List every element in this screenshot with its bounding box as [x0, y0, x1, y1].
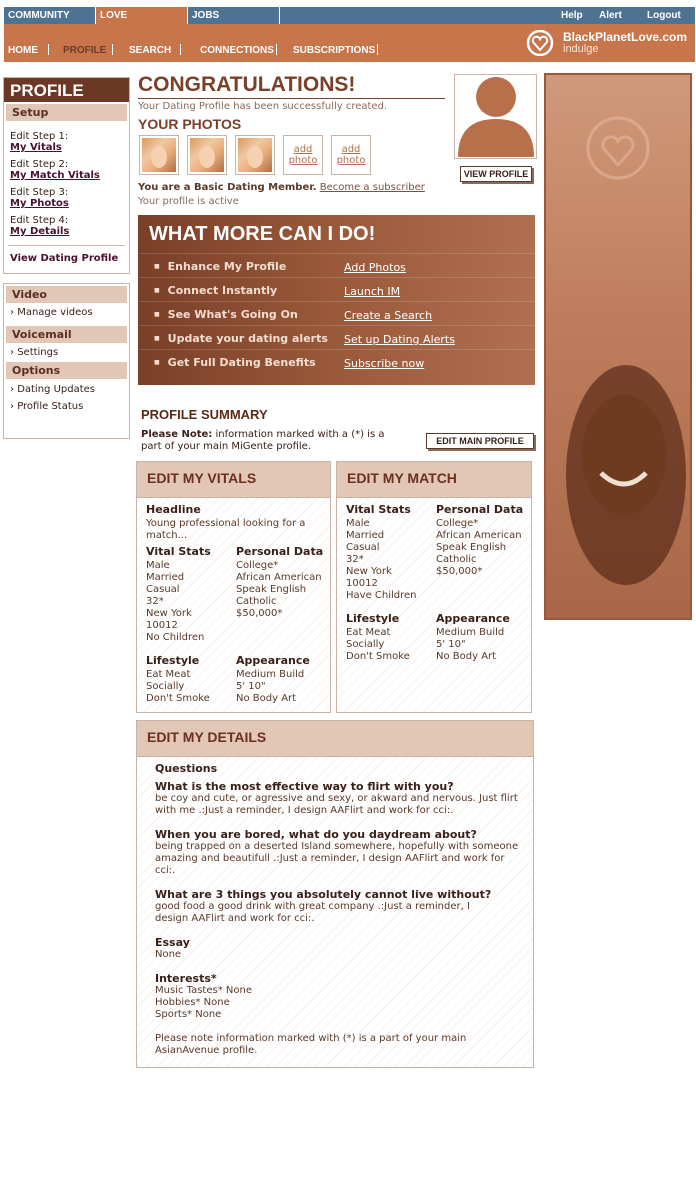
nav-profile[interactable]: PROFILE	[63, 45, 107, 56]
interest-item: Hobbies* None	[155, 997, 230, 1008]
question-text: What is the most effective way to flirt with you?	[155, 780, 454, 793]
questions-label	[155, 763, 217, 775]
profile-status-label[interactable]: Profile Status	[17, 401, 84, 412]
sidebar-divider	[8, 245, 125, 264]
what-more-heading: WHAT MORE CAN I DO!	[149, 223, 376, 245]
vital-stat: New York	[346, 566, 392, 577]
step-label: Edit Step 1:	[10, 131, 69, 142]
help-link[interactable]: Help	[561, 10, 583, 21]
face-photo	[190, 138, 224, 172]
launch-im-link[interactable]: Launch IM	[344, 285, 401, 298]
set-up-alerts-link[interactable]: Set up Dating Alerts	[344, 333, 455, 346]
appearance-item: 5' 10"	[436, 639, 466, 650]
page-title: CONGRATULATIONS!	[138, 73, 356, 96]
summary-note	[141, 429, 401, 453]
qa-item	[155, 889, 495, 925]
essay-value: None	[155, 949, 182, 960]
vital-stats-block	[146, 546, 211, 644]
personal-item: College*	[236, 560, 279, 571]
tab-community[interactable]: COMMUNITY	[4, 7, 96, 24]
nav-search[interactable]: SEARCH	[129, 45, 172, 56]
nav-divider	[112, 44, 113, 55]
vital-stat: Have Children	[346, 590, 417, 601]
edit-vitals-heading[interactable]: EDIT MY VITALS	[137, 462, 330, 498]
become-subscriber-link[interactable]: Become a subscriber	[319, 182, 425, 193]
vitals-panel	[136, 461, 331, 713]
match-lifestyle-block	[346, 613, 410, 663]
nav-subscriptions[interactable]: SUBSCRIPTIONS	[293, 45, 376, 56]
nav-divider	[48, 44, 49, 55]
sidebar-item-settings[interactable]: › Settings	[10, 347, 59, 358]
avatar[interactable]	[454, 74, 537, 159]
sidebar-setup-heading: Setup	[6, 104, 127, 121]
photo-thumbnail[interactable]	[139, 135, 179, 175]
step-label: Edit Step 4:	[10, 215, 69, 226]
answer-text: good food a good drink with great company .:Just a reminder, I design AAFlirt and work for cci:.	[155, 901, 470, 924]
edit-match-heading[interactable]: EDIT MY MATCH	[337, 462, 531, 498]
appearance-item: No Body Art	[236, 693, 297, 704]
lifestyle-label: Lifestyle	[146, 654, 200, 667]
action-row	[138, 349, 535, 373]
personal-item: Catholic	[436, 554, 477, 565]
interest-item: Sports* None	[155, 1009, 222, 1020]
media-sidebar	[3, 283, 130, 439]
edit-main-profile-button[interactable]: EDIT MAIN PROFILE	[426, 433, 534, 449]
sidebar-voicemail-heading: Voicemail	[6, 326, 127, 343]
match-panel	[336, 461, 532, 713]
qa-item	[155, 829, 525, 877]
photo-thumbnail[interactable]	[235, 135, 275, 175]
vital-stat: Casual	[146, 584, 180, 595]
profile-summary-heading: PROFILE SUMMARY	[141, 407, 268, 422]
interests-label: Interests*	[155, 972, 217, 985]
face-photo	[238, 138, 272, 172]
lifestyle-item: Eat Meat	[146, 669, 191, 680]
sidebar-step-4	[4, 215, 129, 237]
add-photo-link[interactable]: add photo	[336, 144, 366, 166]
step-label: Edit Step 2:	[10, 159, 69, 170]
match-appearance-block	[436, 613, 510, 663]
manage-videos-label[interactable]: Manage videos	[17, 307, 93, 318]
sidebar-item-profile-status[interactable]: › Profile Status	[10, 401, 84, 412]
link-my-vitals[interactable]: My Vitals	[10, 142, 62, 153]
link-my-photos[interactable]: My Photos	[10, 198, 69, 209]
match-vital-stats-block	[346, 504, 417, 602]
qa-item	[155, 781, 525, 817]
interests-block	[155, 973, 252, 1021]
details-footer-note: Please note information marked with (*) is a part of your main AsianAvenue profile.	[155, 1033, 467, 1056]
vital-stat: Male	[146, 560, 170, 571]
settings-label[interactable]: Settings	[17, 347, 59, 358]
membership-line	[138, 182, 425, 193]
lifestyle-item: Don't Smoke	[146, 693, 210, 704]
vital-stat: Married	[146, 572, 185, 583]
appearance-label: Appearance	[436, 612, 510, 625]
lifestyle-label: Lifestyle	[346, 612, 400, 625]
lifestyle-item: Eat Meat	[346, 627, 391, 638]
personal-data-label: Personal Data	[436, 503, 524, 516]
personal-item: Speak English	[236, 584, 307, 595]
sidebar-item-manage-videos[interactable]: › Manage videos	[10, 307, 93, 318]
action-row	[138, 277, 535, 301]
success-message: Your Dating Profile has been successfully created.	[138, 101, 388, 112]
details-panel	[136, 720, 534, 1068]
add-photos-link[interactable]: Add Photos	[344, 261, 406, 274]
top-right-links	[561, 7, 695, 24]
headline-block	[146, 504, 316, 542]
step-label: Edit Step 3:	[10, 187, 69, 198]
sidebar-profile-heading: PROFILE	[4, 78, 129, 102]
action-row	[138, 253, 535, 277]
personal-item: African American	[236, 572, 322, 583]
vital-stat: 10012	[346, 578, 378, 589]
what-more-panel	[138, 215, 535, 385]
nav-home[interactable]: HOME	[8, 45, 38, 56]
lifestyle-block	[146, 655, 210, 705]
add-photo-link[interactable]: add photo	[288, 144, 318, 166]
sidebar-step-3	[4, 187, 129, 209]
headline-label: Headline	[146, 503, 201, 516]
vital-stat: 10012	[146, 620, 178, 631]
tab-love[interactable]: LOVE	[96, 7, 188, 24]
view-profile-button[interactable]: VIEW PROFILE	[460, 166, 532, 182]
edit-details-heading[interactable]: EDIT MY DETAILS	[137, 721, 533, 757]
action-row	[138, 325, 535, 349]
add-photo-slot[interactable]	[283, 135, 323, 175]
lifestyle-item: Socially	[346, 639, 385, 650]
main-nav	[4, 24, 695, 62]
action-label: ■ Enhance My Profile	[154, 260, 286, 273]
personal-item: $50,000*	[436, 566, 483, 577]
essay-block	[155, 937, 190, 961]
photos-heading: YOUR PHOTOS	[138, 116, 242, 132]
question-text: What are 3 things you absolutely cannot live without?	[155, 888, 492, 901]
personal-data-block	[236, 546, 323, 620]
essay-label: Essay	[155, 936, 190, 949]
alert-link[interactable]: Alert	[599, 10, 622, 21]
link-my-details[interactable]: My Details	[10, 226, 70, 237]
nav-divider	[276, 44, 277, 55]
sidebar-item-dating-updates[interactable]: › Dating Updates	[10, 384, 96, 395]
match-personal-data-block	[436, 504, 523, 578]
link-my-match-vitals[interactable]: My Match Vitals	[10, 170, 100, 181]
vital-stat: No Children	[146, 632, 205, 643]
sidebar-step-2	[4, 159, 129, 181]
logo-title[interactable]: BlackPlanetLove.com	[563, 30, 688, 44]
appearance-item: Medium Build	[236, 669, 305, 680]
action-label: ■ See What's Going On	[154, 308, 298, 321]
vital-stat: Male	[346, 518, 370, 529]
personal-item: College*	[436, 518, 479, 529]
dating-updates-label[interactable]: Dating Updates	[17, 384, 96, 395]
vital-stat: Casual	[346, 542, 380, 553]
lifestyle-item: Socially	[146, 681, 185, 692]
action-label: ■ Connect Instantly	[154, 284, 277, 297]
subscribe-now-link[interactable]: Subscribe now	[344, 357, 425, 370]
vital-stat: New York	[146, 608, 192, 619]
logout-link[interactable]: Logout	[647, 10, 681, 21]
appearance-item: 5' 10"	[236, 681, 266, 692]
note-label: Please Note:	[141, 429, 213, 440]
sidebar-video-heading: Video	[6, 286, 127, 303]
avatar-silhouette-icon	[455, 75, 537, 159]
sidebar-options-heading: Options	[6, 362, 127, 379]
lifestyle-item: Don't Smoke	[346, 651, 410, 662]
nav-divider	[377, 44, 378, 55]
vital-stat: 32*	[146, 596, 164, 607]
note-text: information marked with a (*) is a part of your main MiGente profile.	[141, 429, 385, 452]
action-row	[138, 301, 535, 325]
sidebar-step-1	[4, 131, 129, 153]
action-label: ■ Get Full Dating Benefits	[154, 356, 316, 369]
questions-heading: Questions	[155, 762, 218, 775]
appearance-item: No Body Art	[436, 651, 497, 662]
top-bar	[4, 7, 695, 24]
personal-item: Speak English	[436, 542, 507, 553]
promo-photo-art	[546, 75, 692, 620]
promo-photo	[544, 73, 692, 620]
action-label: ■ Update your dating alerts	[154, 332, 328, 345]
nav-divider	[180, 44, 181, 55]
title-rule	[138, 98, 445, 99]
appearance-block	[236, 655, 310, 705]
question-text: When you are bored, what do you daydream about?	[155, 828, 477, 841]
vital-stats-label: Vital Stats	[146, 545, 211, 558]
appearance-item: Medium Build	[436, 627, 505, 638]
heart-logo-icon	[524, 30, 556, 56]
vital-stat: 32*	[346, 554, 364, 565]
profile-sidebar	[3, 77, 130, 274]
face-photo	[142, 138, 176, 172]
answer-text: be coy and cute, or agressive and sexy, or akward and nervous. Just flirt with me .:Just a reminder, I design AAFlirt and work for cci:.	[155, 793, 518, 816]
personal-item: Catholic	[236, 596, 277, 607]
headline-text: Young professional looking for a match...	[146, 518, 306, 541]
tab-jobs[interactable]: JOBS	[188, 7, 280, 24]
photo-thumbnail[interactable]	[187, 135, 227, 175]
personal-item: African American	[436, 530, 522, 541]
member-status: You are a Basic Dating Member.	[138, 182, 317, 193]
appearance-label: Appearance	[236, 654, 310, 667]
vital-stats-label: Vital Stats	[346, 503, 411, 516]
personal-data-label: Personal Data	[236, 545, 324, 558]
create-search-link[interactable]: Create a Search	[344, 309, 433, 322]
answer-text: being trapped on a deserted Island somewhere, hopefully with someone amazing and beautifull .:Just a reminder, I design AAFlirt and work for cci:.	[155, 841, 519, 876]
interest-item: Music Tastes* None	[155, 985, 252, 996]
logo-tagline: indulge	[563, 43, 599, 55]
nav-connections[interactable]: CONNECTIONS	[200, 45, 274, 56]
add-photo-slot[interactable]	[331, 135, 371, 175]
view-dating-profile-link[interactable]: View Dating Profile	[10, 253, 119, 264]
vital-stat: Married	[346, 530, 385, 541]
profile-active-status: Your profile is active	[138, 196, 239, 207]
personal-item: $50,000*	[236, 608, 283, 619]
